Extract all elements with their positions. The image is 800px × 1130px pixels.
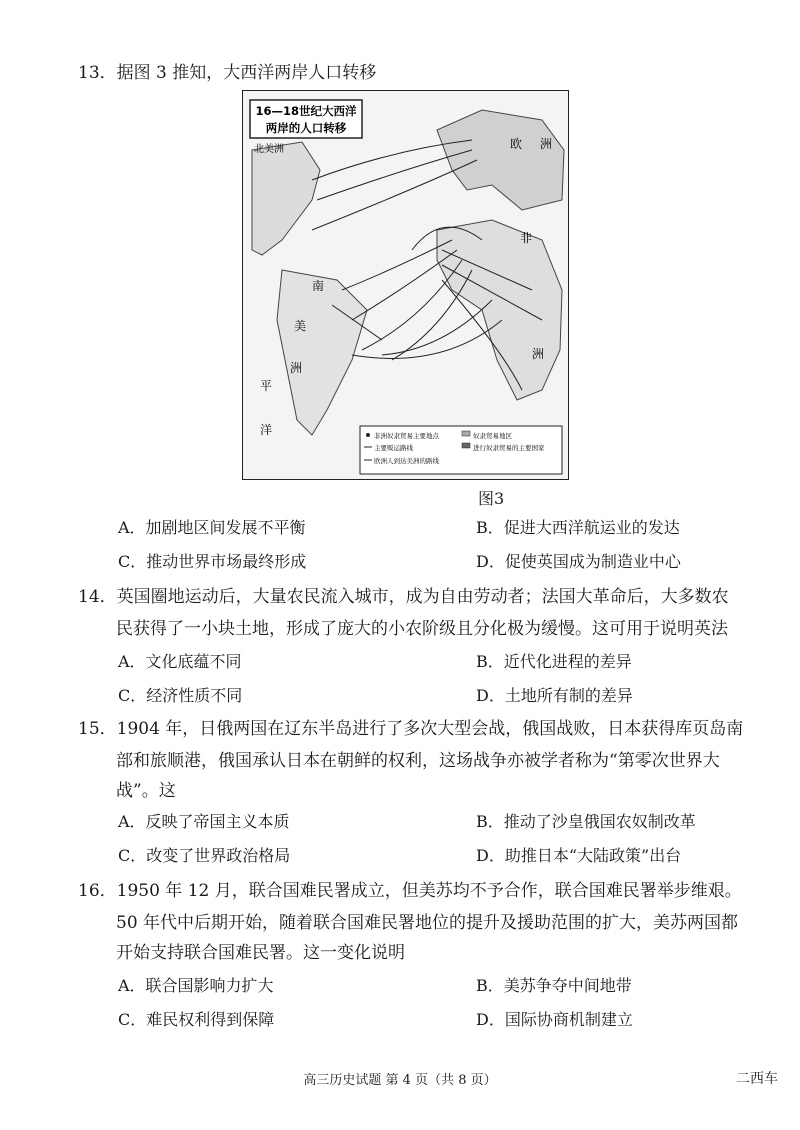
q13-option-c[interactable]: C．推动世界市场最终形成 — [118, 552, 307, 571]
q13-option-d[interactable]: D．促使英国成为制造业中心 — [476, 552, 681, 571]
q15-line-1: 15．1904 年，日俄两国在辽东半岛进行了多次大型会战，俄国战败，日本获得库页岛南 — [78, 719, 744, 739]
label-north-america: 北美洲 — [254, 144, 284, 155]
corner-mark: 二西车 — [736, 1071, 778, 1087]
q15-option-c[interactable]: C．改变了世界政治格局 — [118, 846, 291, 865]
q13-stem: 13．据图 3 推知，大西洋两岸人口转移 — [78, 63, 377, 83]
legend-item-1: 非洲奴隶贸易主要地点 — [374, 432, 439, 440]
q16-option-c[interactable]: C．难民权利得到保障 — [118, 1010, 275, 1029]
legend-item-3: 欧洲人到达美洲的路线 — [374, 457, 439, 465]
q14-line-1: 14．英国圈地运动后，大量农民流入城市，成为自由劳动者；法国大革命后，大多数农 — [78, 587, 729, 607]
legend-item-4: 奴隶贸易地区 — [473, 432, 512, 440]
label-south-2: 美 — [294, 319, 307, 333]
q14-option-a[interactable]: A．文化底蕴不同 — [118, 652, 242, 671]
q13-option-b[interactable]: B．促进大西洋航运业的发达 — [476, 518, 680, 537]
page-footer: 高三历史试题 第 4 页（共 8 页） — [303, 1073, 497, 1088]
q14-line-2: 民获得了一小块土地，形成了庞大的小农阶级且分化极为缓慢。这可用于说明英法 — [116, 619, 728, 639]
label-ping: 平 — [260, 379, 273, 393]
legend-item-5: 进行奴隶贸易的主要国家 — [473, 444, 545, 452]
q15-line-2: 部和旅顺港，俄国承认日本在朝鲜的权利，这场战争亦被学者称为“第零次世界大 — [116, 751, 720, 771]
label-south-3: 洲 — [290, 361, 303, 375]
label-south-1: 南 — [312, 279, 325, 293]
label-europe-2: 洲 — [540, 137, 553, 151]
q15-option-a[interactable]: A．反映了帝国主义本质 — [118, 812, 290, 831]
q15-option-b[interactable]: B．推动了沙皇俄国农奴制改革 — [476, 812, 696, 831]
q13-option-a[interactable]: A．加剧地区间发展不平衡 — [118, 518, 306, 537]
label-africa-1: 非 — [520, 231, 533, 245]
q15-option-d[interactable]: D．助推日本“大陆政策”出台 — [476, 846, 682, 865]
q14-option-c[interactable]: C．经济性质不同 — [118, 686, 243, 705]
q14-option-d[interactable]: D．土地所有制的差异 — [476, 686, 633, 705]
q16-option-a[interactable]: A．联合国影响力扩大 — [118, 976, 274, 995]
q16-line-2: 50 年代中后期开始，随着联合国难民署地位的提升及援助范围的扩大，美苏两国都 — [116, 913, 739, 933]
map-title-line1: 16—18世纪大西洋 — [255, 104, 357, 118]
q15-line-3: 战”。这 — [116, 781, 176, 801]
map-title-line2: 两岸的人口转移 — [265, 121, 347, 135]
label-europe-1: 欧 — [510, 137, 523, 151]
q14-option-b[interactable]: B．近代化进程的差异 — [476, 652, 632, 671]
label-africa-2: 洲 — [532, 347, 545, 361]
legend-item-2: 主要贩运路线 — [374, 444, 413, 452]
q16-option-d[interactable]: D．国际协商机制建立 — [476, 1010, 633, 1029]
figure-3-map — [242, 90, 569, 480]
q16-option-b[interactable]: B．美苏争夺中间地带 — [476, 976, 632, 995]
q16-line-1: 16．1950 年 12 月，联合国难民署成立，但美苏均不予合作，联合国难民署举步维艰。 — [78, 881, 742, 901]
figure-caption: 图3 — [478, 489, 505, 508]
label-yang: 洋 — [260, 423, 273, 437]
q16-line-3: 开始支持联合国难民署。这一变化说明 — [116, 943, 405, 963]
